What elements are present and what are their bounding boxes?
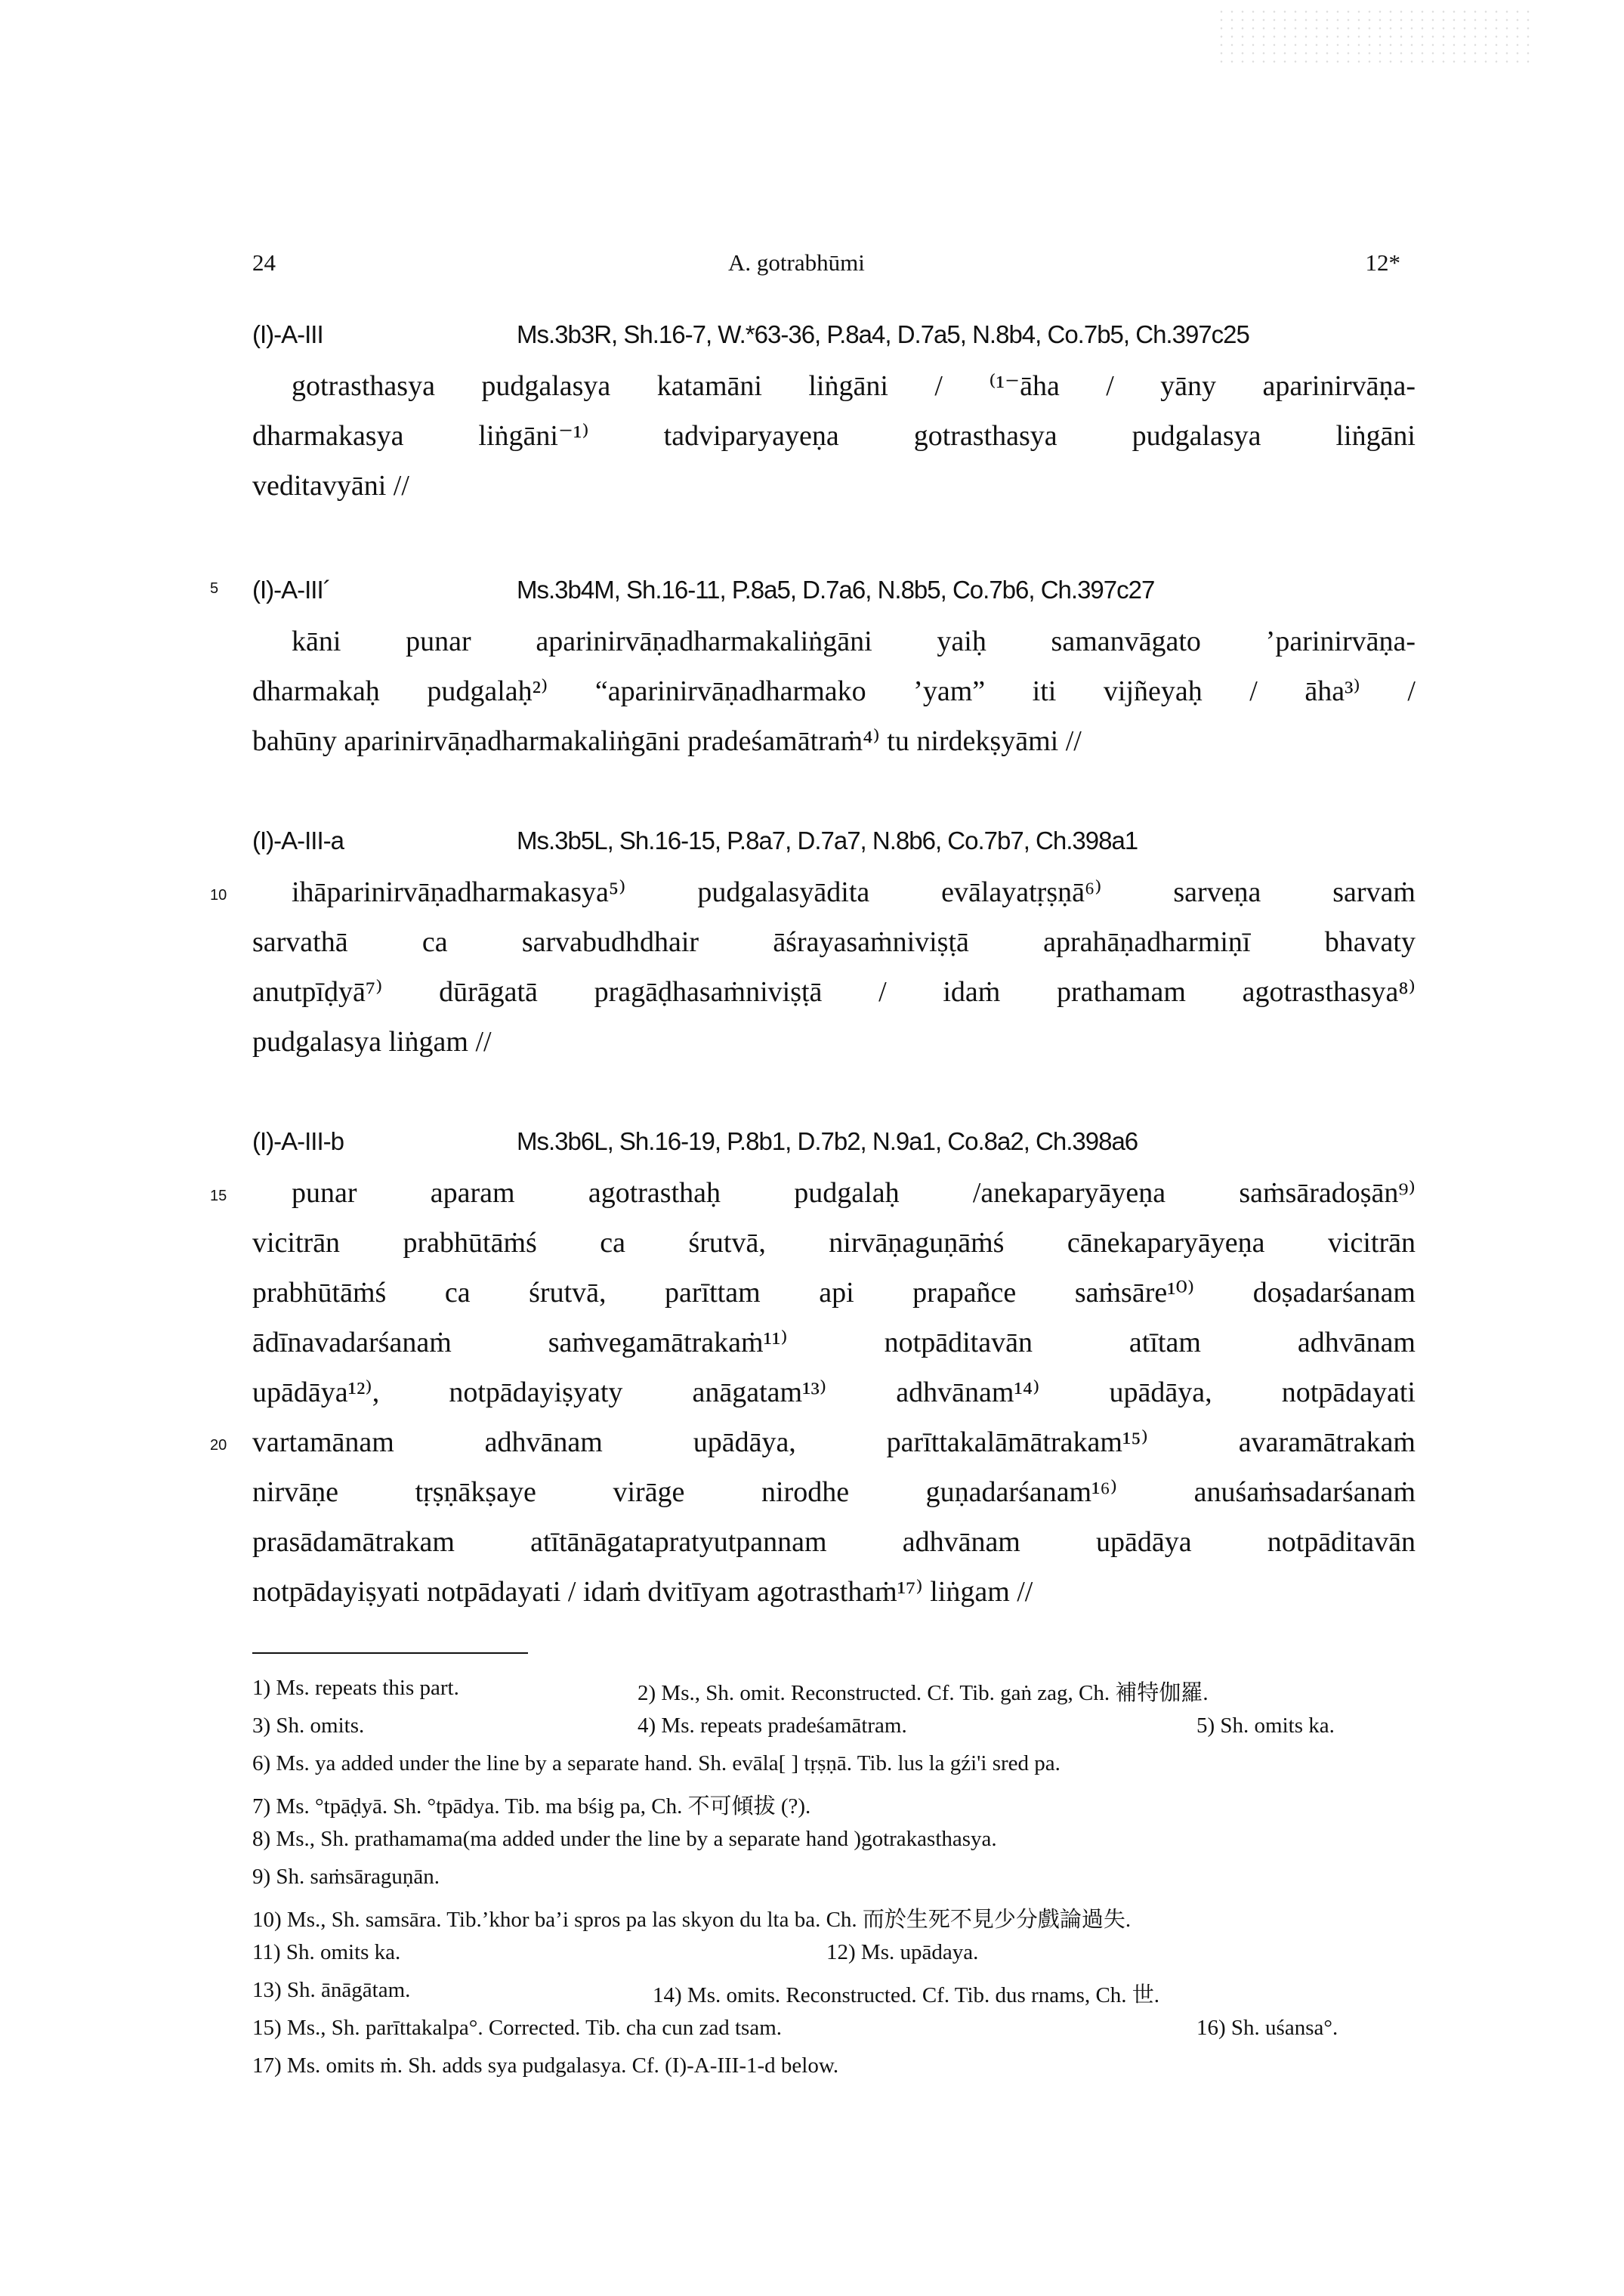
text-line: veditavyāni // bbox=[252, 470, 409, 502]
section-id: (I)-A-III-b bbox=[252, 1127, 344, 1155]
footnote-row bbox=[252, 2016, 1416, 2053]
section-heading bbox=[252, 827, 1416, 867]
footnote-row bbox=[252, 1676, 1416, 1714]
text-line: notpādayiṣyati notpādayati / idaṁ dvitīyam agotrasthaṁ¹⁷⁾ liṅgam // bbox=[252, 1576, 1033, 1608]
text-line-content: ihāparinirvāṇadharmakasya⁵⁾ pudgalasyādita evālayatṛṣṇā⁶⁾ sarveṇa sarvaṁ bbox=[292, 876, 1416, 908]
section-block bbox=[252, 320, 1416, 511]
footnote: 5) Sh. omits ka. bbox=[1196, 1714, 1335, 1738]
text-line: gotrasthasya pudgalasya katamāni liṅgāni / ⁽¹⁻āha / yāny aparinirvāṇa- bbox=[292, 370, 1416, 402]
text-line: prabhūtāṁś ca śrutvā, parīttam api prapañce saṁsāre¹⁰⁾ doṣadarśanam bbox=[252, 1277, 1416, 1309]
scan-noise bbox=[1216, 8, 1533, 68]
text-line: nirvāṇe tṛṣṇākṣaye virāge nirodhe guṇadarśanam¹⁶⁾ anuśaṁsadarśanaṁ bbox=[252, 1476, 1416, 1508]
footnote-row bbox=[252, 1978, 1416, 2016]
footnote-row bbox=[252, 1865, 1416, 1902]
footnote-separator bbox=[252, 1652, 528, 1654]
text-line: dharmakasya liṅgāni⁻¹⁾ tadviparyayeṇa gotrasthasya pudgalasya liṅgāni bbox=[252, 420, 1416, 452]
text-line bbox=[210, 867, 1416, 917]
text-line: prasādamātrakam atītānāgatapratyutpannam adhvānam upādāya notpāditavān bbox=[252, 1526, 1416, 1558]
section-text bbox=[210, 1168, 1416, 1617]
footnote: 9) Sh. saṁsāraguṇān. bbox=[252, 1865, 440, 1889]
section-text bbox=[252, 616, 1416, 766]
text-line: bahūny aparinirvāṇadharmakaliṅgāni pradeśamātraṁ⁴⁾ tu nirdekṣyāmi // bbox=[252, 725, 1082, 757]
footnote: 11) Sh. omits ka. bbox=[252, 1940, 401, 1964]
text-line: anutpīḍyā⁷⁾ dūrāgatā pragāḍhasaṁniviṣṭā / idaṁ prathamam agotrasthasya⁸⁾ bbox=[252, 976, 1416, 1008]
section-id: (I)-A-III bbox=[252, 320, 323, 348]
text-line-content: punar aparam agotrasthaḥ pudgalaḥ /anekaparyāyeṇa saṁsāradoṣān⁹⁾ bbox=[292, 1177, 1416, 1209]
text-line: pudgalasya liṅgam // bbox=[252, 1026, 492, 1058]
section-id: (I)-A-III´ bbox=[252, 576, 331, 604]
section-heading bbox=[210, 576, 1416, 616]
line-number: 5 bbox=[210, 580, 218, 597]
text-line: upādāya¹²⁾, notpādayiṣyaty anāgatam¹³⁾ adhvānam¹⁴⁾ upādāya, notpādayati bbox=[252, 1377, 1416, 1408]
footnote: 4) Ms. repeats pradeśamātram. bbox=[638, 1714, 907, 1738]
footnote-row bbox=[252, 2053, 1416, 2091]
footnote: 8) Ms., Sh. prathamama(ma added under the line by a separate hand )gotrakasthasya. bbox=[252, 1827, 997, 1851]
footnote: 2) Ms., Sh. omit. Reconstructed. Cf. Tib. gaṅ zag, Ch. 補特伽羅. bbox=[638, 1681, 1209, 1705]
running-title: A. gotrabhūmi bbox=[728, 249, 865, 276]
line-number: 20 bbox=[210, 1437, 227, 1454]
manuscript-references: Ms.3b5L, Sh.16-15, P.8a7, D.7a7, N.8b6, Co.7b7, Ch.398a1 bbox=[517, 827, 1138, 854]
text-line: vicitrān prabhūtāṁś ca śrutvā, nirvāṇaguṇāṁś cānekaparyāyeṇa vicitrān bbox=[252, 1227, 1416, 1259]
section-heading bbox=[252, 320, 1416, 361]
footnote: 3) Sh. omits. bbox=[252, 1714, 365, 1738]
text-line: ādīnavadarśanaṁ saṁvegamātrakaṁ¹¹⁾ notpāditavān atītam adhvānam bbox=[252, 1327, 1416, 1358]
text-line bbox=[210, 1168, 1416, 1218]
manuscript-references: Ms.3b3R, Sh.16-7, W.*63-36, P.8a4, D.7a5, N.8b4, Co.7b5, Ch.397c25 bbox=[517, 320, 1249, 348]
footnote: 6) Ms. ya added under the line by a separate hand. Sh. evāla[ ] tṛṣṇā. Tib. lus la gźi'i sred pa. bbox=[252, 1751, 1061, 1775]
running-header bbox=[252, 249, 1400, 287]
footnote: 10) Ms., Sh. samsāra. Tib.’khor ba’i spros pa las skyon du lta ba. Ch. 而於生死不見少分戲論過失. bbox=[252, 1908, 1132, 1932]
manuscript-references: Ms.3b4M, Sh.16-11, P.8a5, D.7a6, N.8b5, Co.7b6, Ch.397c27 bbox=[517, 576, 1155, 604]
section-block bbox=[210, 827, 1416, 1067]
footnote: 7) Ms. °tpāḍyā. Sh. °tpādya. Tib. ma bśig pa, Ch. 不可傾拔 (?). bbox=[252, 1794, 811, 1819]
line-number: 10 bbox=[210, 887, 227, 904]
text-line: kāni punar aparinirvāṇadharmakaliṅgāni yaiḥ samanvāgato ’parinirvāṇa- bbox=[292, 626, 1416, 657]
text-line bbox=[210, 1417, 1416, 1467]
footnote-row bbox=[252, 1827, 1416, 1865]
footnote: 13) Sh. ānāgātam. bbox=[252, 1978, 411, 2002]
section-id: (I)-A-III-a bbox=[252, 827, 344, 854]
section-block bbox=[210, 1127, 1416, 1617]
text-line-content: vartamānam adhvānam upādāya, parīttakalāmātrakam¹⁵⁾ avaramātrakaṁ bbox=[252, 1426, 1416, 1458]
footnotes bbox=[252, 1676, 1416, 2091]
section-text bbox=[252, 361, 1416, 511]
line-number: 15 bbox=[210, 1188, 227, 1204]
footnote: 12) Ms. upādaya. bbox=[826, 1940, 979, 1964]
footnote: 15) Ms., Sh. parīttakalpa°. Corrected. Tib. cha cun zad tsam. bbox=[252, 2016, 783, 2040]
footnote: 17) Ms. omits ṁ. Sh. adds sya pudgalasya. Cf. (I)-A-III-1-d below. bbox=[252, 2053, 839, 2078]
footnote-row bbox=[252, 1940, 1416, 1978]
footnote-row bbox=[252, 1902, 1416, 1940]
footnote: 1) Ms. repeats this part. bbox=[252, 1676, 459, 1700]
section-heading bbox=[252, 1127, 1416, 1168]
page-number: 24 bbox=[252, 249, 276, 276]
section-block bbox=[210, 576, 1416, 766]
footnote-row bbox=[252, 1714, 1416, 1751]
page-marker: 12* bbox=[1365, 249, 1400, 276]
footnote: 16) Sh. uśansa°. bbox=[1196, 2016, 1338, 2040]
footnote: 14) Ms. omits. Reconstructed. Cf. Tib. dus rnams, Ch. 世. bbox=[653, 1983, 1160, 2007]
footnote-row bbox=[252, 1751, 1416, 1789]
text-line: sarvathā ca sarvabudhdhair āśrayasaṁniviṣṭā aprahāṇadharmiṇī bhavaty bbox=[252, 926, 1416, 958]
manuscript-references: Ms.3b6L, Sh.16-19, P.8b1, D.7b2, N.9a1, Co.8a2, Ch.398a6 bbox=[517, 1127, 1138, 1155]
footnote-row bbox=[252, 1789, 1416, 1827]
section-text bbox=[210, 867, 1416, 1067]
text-line: dharmakaḥ pudgalaḥ²⁾ “aparinirvāṇadharmako ’yam” iti vijñeyaḥ / āha³⁾ / bbox=[252, 675, 1416, 707]
